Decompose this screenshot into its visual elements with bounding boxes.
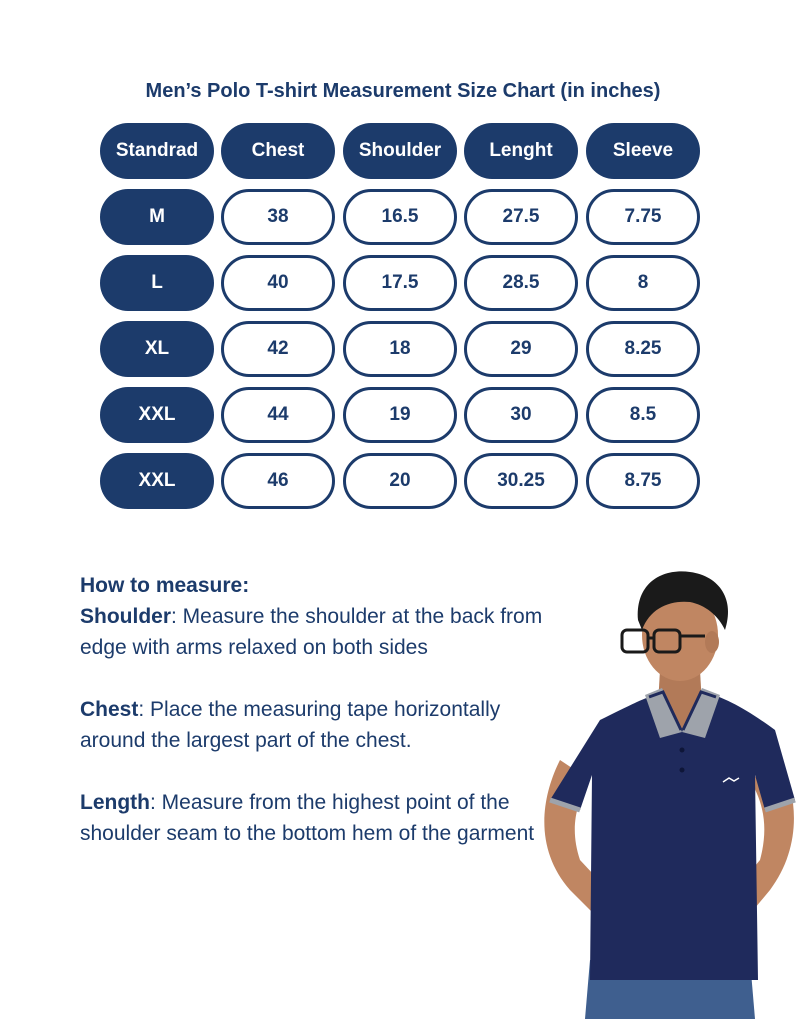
instruction-term: Chest: [80, 698, 139, 721]
header-cell-shoulder: Shoulder: [343, 123, 457, 179]
chest-cell: 40: [221, 255, 335, 311]
chest-cell: 46: [221, 453, 335, 509]
shoulder-cell: 18: [343, 321, 457, 377]
chest-cell: 42: [221, 321, 335, 377]
sleeve-cell: 8.25: [586, 321, 700, 377]
shoulder-cell: 20: [343, 453, 457, 509]
table-row: [100, 321, 700, 377]
length-cell: 30.25: [464, 453, 578, 509]
header-row: [100, 123, 700, 179]
header-cell-sleeve: Sleeve: [586, 123, 700, 179]
length-cell: 29: [464, 321, 578, 377]
length-cell: 28.5: [464, 255, 578, 311]
instruction-text: : Measure the shoulder at the back from edge with arms relaxed on both sides: [80, 605, 543, 659]
chest-cell: 44: [221, 387, 335, 443]
instruction-text: : Place the measuring tape horizontally around the largest part of the chest.: [80, 698, 501, 752]
model-photo: [530, 560, 800, 1019]
table-row: [100, 453, 700, 509]
how-to-measure: [80, 570, 550, 880]
shoulder-cell: 17.5: [343, 255, 457, 311]
how-to-heading: How to measure:: [80, 574, 250, 597]
sleeve-cell: 7.75: [586, 189, 700, 245]
size-cell: XXL: [100, 387, 214, 443]
sleeve-cell: 8.75: [586, 453, 700, 509]
table-row: [100, 387, 700, 443]
table-row: [100, 255, 700, 311]
size-cell: XL: [100, 321, 214, 377]
size-cell: M: [100, 189, 214, 245]
chart-title: Men’s Polo T-shirt Measurement Size Chart (in inches): [145, 80, 661, 102]
header-cell-chest: Chest: [221, 123, 335, 179]
header-cell-length: Lenght: [464, 123, 578, 179]
chest-cell: 38: [221, 189, 335, 245]
instruction-term: Length: [80, 791, 150, 814]
sleeve-cell: 8.5: [586, 387, 700, 443]
shoulder-instruction: [80, 601, 550, 663]
length-instruction: [80, 787, 550, 849]
chest-instruction: [80, 694, 550, 756]
size-cell: XXL: [100, 453, 214, 509]
size-cell: L: [100, 255, 214, 311]
instruction-term: Shoulder: [80, 605, 172, 628]
shoulder-cell: 19: [343, 387, 457, 443]
length-cell: 30: [464, 387, 578, 443]
header-cell-standard: Standrad: [100, 123, 214, 179]
instruction-text: : Measure from the highest point of the shoulder seam to the bottom hem of the garment: [80, 791, 535, 845]
length-cell: 27.5: [464, 189, 578, 245]
man-in-polo-icon: [530, 560, 800, 1019]
table-row: [100, 189, 700, 245]
shoulder-cell: 16.5: [343, 189, 457, 245]
sleeve-cell: 8: [586, 255, 700, 311]
